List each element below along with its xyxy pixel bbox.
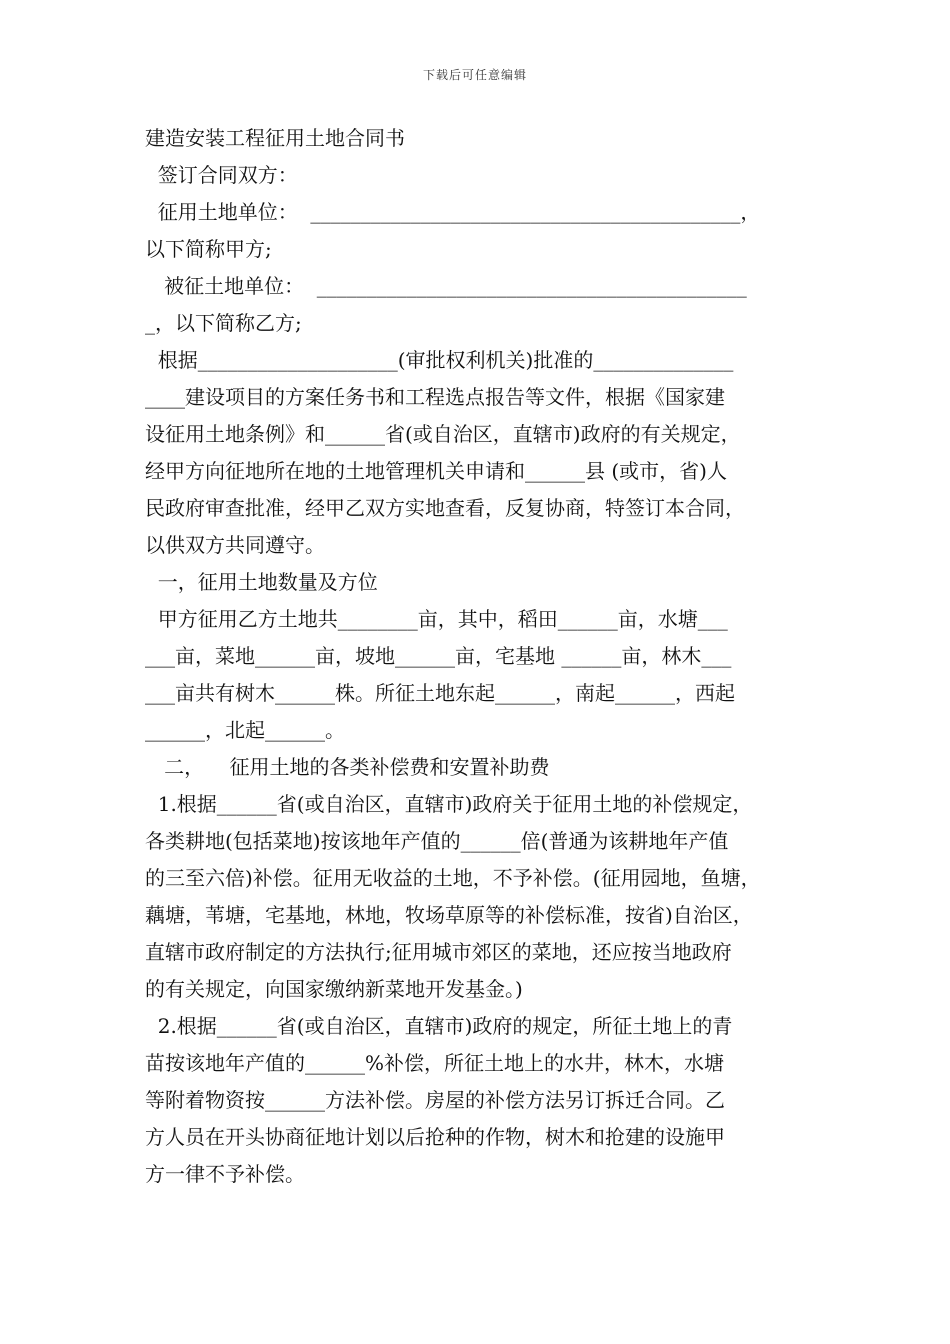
paragraph-line: 的三至六倍)补偿。征用无收益的土地，不予补偿。(征用园地，鱼塘， <box>145 866 761 890</box>
paragraph-line: 等附着物资按______方法补偿。房屋的补偿方法另订拆迁合同。乙 <box>145 1088 725 1112</box>
paragraph-line: 被征土地单位： ___________________________________________ <box>145 274 747 298</box>
paragraph-line: ___亩，菜地______亩，坡地______亩，宅基地 ______亩，林木___ <box>145 644 732 668</box>
paragraph-line: 经甲方向征地所在地的土地管理机关申请和______县 (或市，省)人 <box>145 459 727 483</box>
paragraph-line: 直辖市政府制定的方法执行;征用城市郊区的菜地，还应按当地政府 <box>145 940 732 964</box>
paragraph-line: 民政府审查批准，经甲乙双方实地查看，反复协商，特签订本合同， <box>145 496 745 520</box>
section-heading: 一，征用土地数量及方位 <box>145 570 378 594</box>
paragraph-line: _，以下简称乙方; <box>145 311 302 335</box>
paragraph-line: 苗按该地年产值的______%补偿，所征土地上的水井，林木，水塘 <box>145 1051 725 1075</box>
document-body <box>145 120 817 1193</box>
paragraph-line: 1.根据______省(或自治区，直辖市)政府关于征用土地的补偿规定， <box>145 792 753 816</box>
paragraph-line: 征用土地单位： ___________________________________________， <box>145 200 761 224</box>
paragraph-line: 方一律不予补偿。 <box>145 1162 305 1186</box>
paragraph-line: 设征用土地条例》和______省(或自治区，直辖市)政府的有关规定， <box>145 422 741 446</box>
paragraph-line: 藕塘，苇塘，宅基地，林地，牧场草原等的补偿标准，按省)自治区， <box>145 903 753 927</box>
paragraph-line: 方人员在开头协商征地计划以后抢种的作物，树木和抢建的设施甲 <box>145 1125 725 1149</box>
paragraph-line: 2.根据______省(或自治区，直辖市)政府的规定，所征土地上的青 <box>145 1014 733 1038</box>
paragraph-line: 签订合同双方： <box>145 163 298 187</box>
paragraph-line: 根据____________________(审批权利机关)批准的______________ <box>145 348 734 372</box>
paragraph-line: 甲方征用乙方土地共________亩，其中，稻田______亩，水塘___ <box>145 607 728 631</box>
paragraph-line: 各类耕地(包括菜地)按该地年产值的______倍(普通为该耕地年产值 <box>145 829 729 853</box>
paragraph-line: ___亩共有树木______株。所征土地东起______，南起______，西起 <box>145 681 735 705</box>
document-title: 建造安装工程征用土地合同书 <box>145 126 405 150</box>
paragraph-line: 以供双方共同遵守。 <box>145 533 325 557</box>
page-header: 下载后可任意编辑 <box>422 68 527 82</box>
section-heading: 二， 征用土地的各类补偿费和安置补助费 <box>145 755 550 779</box>
paragraph-line: 以下简称甲方; <box>145 237 272 261</box>
paragraph-line: ______，北起______。 <box>145 718 345 742</box>
paragraph-line: ____建设项目的方案任务书和工程选点报告等文件，根据《国家建 <box>145 385 725 409</box>
paragraph-line: 的有关规定，向国家缴纳新菜地开发基金。) <box>145 977 523 1001</box>
